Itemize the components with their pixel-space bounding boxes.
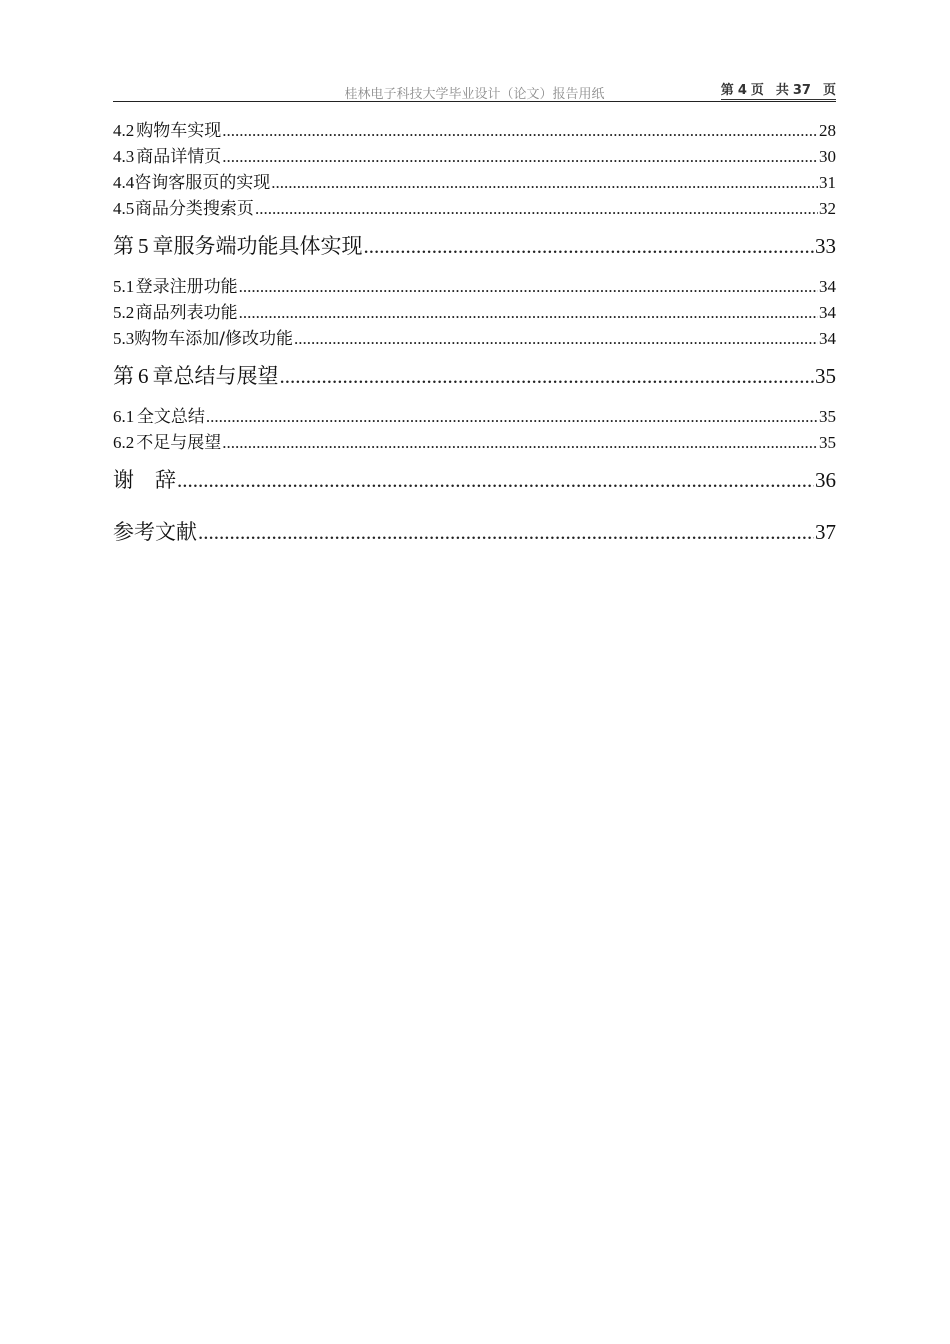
chapter-suffix: 章 [152,364,174,388]
page-number: 32 [819,199,836,218]
chapter-title: 服务端功能具体实现 [173,234,363,258]
dot-leader [255,199,818,219]
dot-leader [364,234,815,259]
chapter-prefix: 第 [113,364,134,388]
dot-leader [271,173,818,193]
page-number: 34 [819,303,836,322]
toc-entry-4-5[interactable] [113,194,836,220]
section-number: 4.4 [113,173,135,192]
header-page-info [721,79,836,100]
section-number: 5.2 [113,303,135,322]
page-number: 37 [815,520,836,544]
toc-entry-4-3[interactable] [113,142,836,168]
dot-leader [222,121,818,141]
section-title: 购物车实现 [136,121,222,141]
toc-entry-chapter-5[interactable] [113,230,836,260]
dot-leader [280,364,815,389]
dot-leader [177,468,814,493]
page-number: 35 [819,433,836,452]
dot-leader [239,303,818,323]
toc-entry-references[interactable] [113,516,836,546]
dot-leader [222,433,818,453]
page-unit: 页 [750,83,764,98]
section-title: 登录注册功能 [135,277,238,297]
section-title: 商品分类搜索页 [134,199,254,219]
section-title: 咨询客服页的实现 [134,173,271,193]
dot-leader [206,407,818,427]
section-title: 商品列表功能 [135,303,238,323]
toc-entry-5-1[interactable] [113,272,836,298]
section-title: 不足与展望 [136,433,222,453]
section-number: 5.1 [113,277,135,296]
toc-entry-6-1[interactable] [113,402,836,428]
section-number: 4.3 [113,147,135,166]
page-number: 34 [819,277,836,296]
header-title: 桂林电子科技大学毕业设计（论文）报告用纸 [344,87,605,102]
section-number: 4.2 [113,121,135,140]
chapter-label [113,230,174,260]
page-number: 35 [815,364,836,388]
section-number: 5.3 [113,329,135,348]
page-total: 37 [792,83,811,98]
dot-leader [198,520,814,545]
page-number: 33 [815,234,836,258]
dot-leader [239,277,818,297]
section-number: 6.1 [113,407,135,426]
section-title: 全文总结 [136,407,205,427]
page-number: 35 [819,407,836,426]
page-number: 36 [815,468,836,492]
section-number: 4.5 [113,199,135,218]
toc-entry-acknowledgements[interactable] [113,464,836,494]
chapter-prefix: 第 [113,234,134,258]
total-prefix: 共 [775,83,789,98]
total-unit: 页 [822,83,836,98]
references-title: 参考文献 [113,520,197,544]
section-title: 购物车添加/修改功能 [134,329,293,349]
page-number: 30 [819,147,836,166]
chapter-label [113,360,174,390]
toc-entry-4-2[interactable] [113,116,836,142]
toc-entry-5-2[interactable] [113,298,836,324]
chapter-suffix: 章 [152,234,174,258]
section-title: 商品详情页 [136,147,222,167]
page-header [113,76,836,102]
acknowledgements-title: 谢 辞 [113,468,176,492]
page-number: 31 [819,173,836,192]
toc-entry-5-3[interactable] [113,324,836,350]
dot-leader [294,329,818,349]
dot-leader [222,147,818,167]
page-number: 28 [819,121,836,140]
page-current: 4 [737,83,747,98]
page-prefix: 第 [720,83,734,98]
toc-entry-chapter-6[interactable] [113,360,836,390]
toc-entry-4-4[interactable] [113,168,836,194]
chapter-title: 总结与展望 [173,364,279,388]
toc-entry-6-2[interactable] [113,428,836,454]
page-number: 34 [819,329,836,348]
section-number: 6.2 [113,433,135,452]
chapter-number: 5 [138,234,149,258]
chapter-number: 6 [138,364,149,388]
